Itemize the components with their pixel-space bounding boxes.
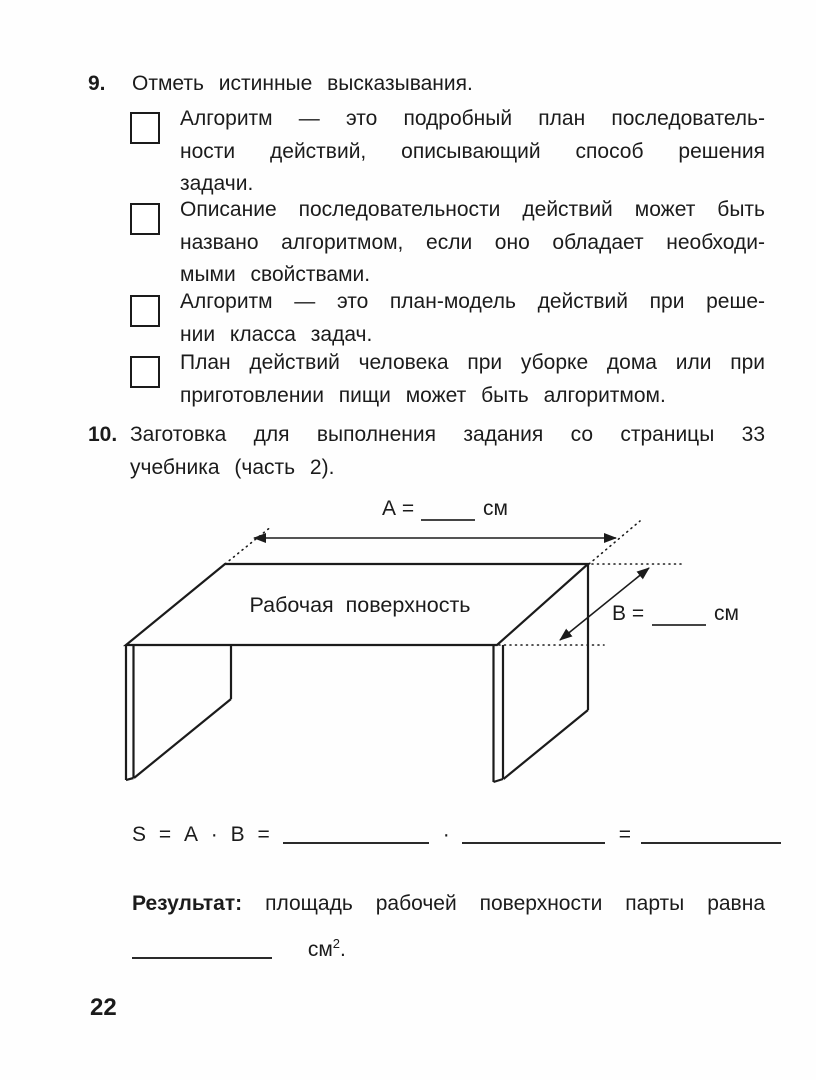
task-10-line: учебника (часть 2). <box>130 455 335 479</box>
statement-text <box>180 286 765 351</box>
task-10-text <box>130 419 765 484</box>
area-formula <box>132 820 781 850</box>
dim-b-prefix: В = <box>612 602 645 625</box>
dim-a-suffix: см <box>483 497 508 520</box>
answer-checkbox[interactable] <box>130 112 160 144</box>
formula-blank-2[interactable] <box>462 838 605 844</box>
statement-item <box>130 194 765 292</box>
task-10-line: Заготовка для выполнения задания со страницы 33 <box>130 423 765 446</box>
statement-line: Алгоритм — это подробный план последователь- <box>180 107 765 130</box>
formula-blank-1[interactable] <box>283 838 429 844</box>
result-unit: $см^2$. <box>307 936 346 961</box>
statement-line: названо алгоритмом, если оно обладает необходи- <box>180 230 765 254</box>
statement-line: ности действий, описывающий способ решения <box>180 139 765 163</box>
statement-text <box>180 103 765 201</box>
result-label: Результат: <box>132 892 243 915</box>
desk-left-leg <box>126 645 231 780</box>
statement-line: План действий человека при уборке дома или при <box>180 351 765 374</box>
statement-item <box>130 347 765 412</box>
desk-diagram <box>0 488 816 810</box>
statement-line: приготовлении пищи может быть алгоритмом. <box>180 383 666 407</box>
surface-label: Рабочая поверхность <box>249 593 471 617</box>
task-9-title: Отметь истинные высказывания. <box>132 72 473 95</box>
statement-line: Алгоритм — это план-модель действий при реше- <box>180 290 765 313</box>
result-text: площадь рабочей поверхности парты равна <box>265 892 765 915</box>
statement-line: мыми свойствами. <box>180 263 371 286</box>
answer-checkbox[interactable] <box>130 356 160 388</box>
statement-line: Описание последовательности действий может быть <box>180 198 765 221</box>
formula-blank-3[interactable] <box>641 838 781 844</box>
dim-a-prefix: А = <box>382 497 415 520</box>
page-number: 22 <box>90 994 117 1021</box>
answer-checkbox[interactable] <box>130 295 160 327</box>
formula-dot: · <box>442 823 450 846</box>
result-answer-line <box>132 928 346 967</box>
result-line <box>132 888 765 921</box>
dim-b-suffix: см <box>714 602 739 625</box>
formula-equals: = <box>618 823 631 846</box>
dimension-a <box>225 497 640 564</box>
task-9-number: 9. <box>88 72 106 95</box>
statement-line: нии класса задач. <box>180 322 373 346</box>
statement-item <box>130 103 765 201</box>
result-blank[interactable] <box>132 953 272 959</box>
extension-line-right <box>589 521 640 564</box>
answer-checkbox[interactable] <box>130 203 160 235</box>
statement-item <box>130 286 765 351</box>
statement-text <box>180 194 765 292</box>
statement-text <box>180 347 765 412</box>
task-10-number: 10. <box>88 423 118 446</box>
extension-line-left <box>225 526 272 564</box>
statement-line: задачи. <box>180 172 254 195</box>
formula-lhs: S = А · В = <box>132 823 270 846</box>
